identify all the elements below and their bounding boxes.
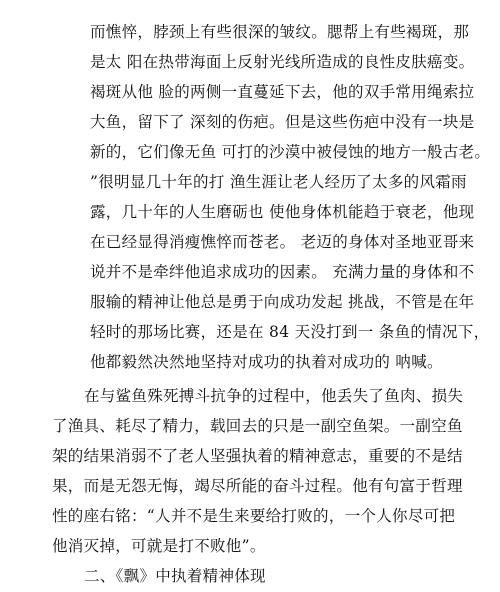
text-line: 在已经显得消瘦憔悴而苍老。 老迈的身体对圣地亚哥来 — [90, 233, 475, 251]
text-line: 果，而是无怨无悔，竭尽所能的奋斗过程。他有句富于哲理 — [52, 477, 463, 495]
text-line: 轻时的那场比赛，还是在 84 天没打到一 条鱼的情况下， — [90, 323, 490, 341]
text-line: 服输的精神让他总是勇于向成功发起 挑战，不管是在年 — [90, 293, 475, 311]
text-line: ”很明显几十年的打 渔生涯让老人经历了太多的风霜雨 — [90, 173, 467, 191]
text-line: 性的座右铭：“人并不是生来要给打败的，一个人你尽可把 — [52, 507, 456, 525]
text-line: 了渔具、耗尽了精力，载回去的只是一副空鱼架。一副空鱼 — [52, 417, 463, 435]
text-line: 新的，它们像无鱼 可打的沙漠中被侵蚀的地方一般古老。 — [90, 143, 491, 161]
text-line: 说并不是牵绊他追求成功的因素。 充满力量的身体和不 — [90, 263, 475, 281]
text-line: 他都毅然决然地坚持对成功的执着对成功的 呐喊。 — [90, 353, 443, 371]
text-line: 褐斑从他 脸的两侧一直蔓延下去，他的双手常用绳索拉 — [90, 83, 475, 101]
text-line: 露，几十年的人生磨砺也 使他身体机能趋于衰老，他现 — [90, 203, 475, 221]
text-line: 架的结果消弱不了老人坚强执着的精神意志，重要的不是结 — [52, 447, 463, 465]
text-line: 是太 阳在热带海面上反射光线所造成的良性皮肤癌变。 — [90, 53, 475, 71]
text-line: 而憔悴，脖颈上有些很深的皱纹。腮帮上有些褐斑，那 — [90, 23, 470, 41]
text-line: 大鱼，留下了 深刻的伤疤。但是这些伤疤中没有一块是 — [90, 113, 475, 131]
section-heading: 二、《飘》中执着精神体现 — [84, 567, 266, 585]
text-line: 他消灭掉，可就是打不败他”。 — [52, 537, 266, 555]
paragraph-first-line: 在与鲨鱼殊死搏斗抗争的过程中，他丢失了鱼肉、损失 — [84, 387, 464, 405]
